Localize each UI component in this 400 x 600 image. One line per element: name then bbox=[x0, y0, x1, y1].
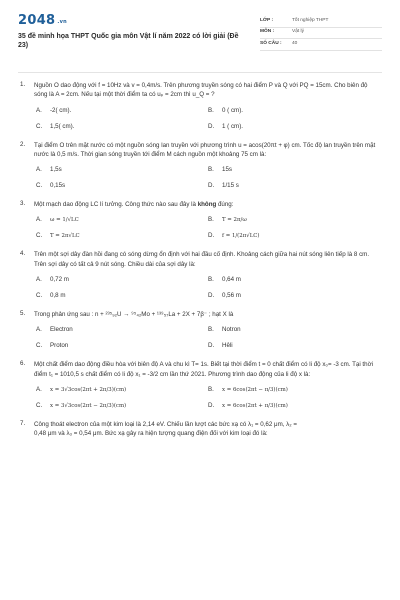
question-5 bbox=[18, 310, 382, 351]
option-c[interactable] bbox=[36, 182, 208, 191]
option-value: x = 3√3cos(2πt + 2π/3)(cm) bbox=[50, 386, 127, 393]
question-text-post: đúng: bbox=[216, 201, 234, 209]
meta-key: LỚP : bbox=[260, 17, 274, 23]
option-key: D. bbox=[208, 232, 215, 240]
answer-options bbox=[36, 216, 382, 241]
brand-block bbox=[18, 14, 248, 51]
option-key: D. bbox=[208, 401, 215, 409]
option-value: T = 2π/ω bbox=[222, 217, 247, 224]
option-key: B. bbox=[208, 106, 214, 114]
header-divider bbox=[18, 72, 382, 73]
answer-options bbox=[36, 386, 382, 411]
option-a[interactable] bbox=[36, 386, 208, 395]
option-b[interactable] bbox=[208, 107, 380, 116]
question-number: 6. bbox=[20, 360, 26, 368]
meta-row-subject bbox=[260, 28, 382, 40]
question-text: Trong phản ứng sau : n + ²³⁵₉₂U → ⁹⁵₄₂Mo + ¹³⁹₅₇La + 2X + 7β⁻ ; hạt X là bbox=[34, 310, 234, 318]
option-b[interactable] bbox=[208, 166, 380, 175]
answer-options bbox=[36, 107, 382, 132]
option-a[interactable] bbox=[36, 216, 208, 225]
option-key: C. bbox=[36, 232, 43, 240]
question-text: Một chất điểm dao động điều hòa với biên độ A và chu kì T= 1s. Biết tại thời điểm t = 0 chất điểm có li độ x₀= -3 cm. Tại thời điểm t₁ = 1010,5 s chất điểm có li độ x₁ = -3/2 cm lần thứ 2021. Phương trình dao động của li độ x là: bbox=[34, 361, 374, 378]
option-key: D. bbox=[208, 342, 215, 350]
option-key: C. bbox=[36, 182, 43, 190]
question-number: 3. bbox=[20, 200, 26, 208]
option-d[interactable] bbox=[208, 342, 380, 351]
option-c[interactable] bbox=[36, 402, 208, 411]
answer-options bbox=[36, 166, 382, 191]
meta-key: MÔN : bbox=[260, 29, 275, 35]
logo-suffix: .vn bbox=[57, 19, 68, 25]
meta-row-question-count bbox=[260, 39, 382, 51]
answer-options bbox=[36, 276, 382, 301]
question-text: Trên một sợi dây đàn hồi đang có sóng dừng ổn định với hai đầu cố định. Khoảng cách giữa hai nút sóng liên tiếp là 8 cm. Trên sợi dây có tất cả 9 nút sóng. Chiều dài của sợi dây là: bbox=[34, 251, 370, 268]
option-value: 1,5s bbox=[50, 166, 62, 174]
meta-key: SỐ CÂU : bbox=[260, 40, 282, 46]
meta-value: 40 bbox=[292, 40, 298, 46]
option-value: -2( cm). bbox=[50, 106, 72, 114]
option-key: C. bbox=[36, 291, 43, 299]
option-key: C. bbox=[36, 401, 43, 409]
question-number: 7. bbox=[20, 419, 26, 427]
option-b[interactable] bbox=[208, 326, 380, 335]
option-key: C. bbox=[36, 122, 43, 130]
option-key: A. bbox=[36, 275, 42, 283]
option-value: x = 6cos(2πt − π/3)(cm) bbox=[222, 386, 288, 393]
meta-value: Tốt nghiệp THPT bbox=[292, 17, 329, 23]
option-b[interactable] bbox=[208, 216, 380, 225]
option-value: 1/15 s bbox=[222, 182, 239, 190]
meta-value: Vật lý bbox=[292, 29, 304, 35]
option-a[interactable] bbox=[36, 276, 208, 285]
question-3 bbox=[18, 200, 382, 241]
meta-table bbox=[260, 16, 382, 51]
question-text-line-2: 0,48 μm và λ₃ = 0,54 μm. Bức xạ gây ra hiện tượng quang điện đối với kim loại đó là: bbox=[34, 430, 268, 438]
option-value: x = 3√3cos(2πt − 2π/3)(cm) bbox=[50, 402, 127, 409]
question-text-emphasis: không bbox=[197, 201, 217, 209]
option-d[interactable] bbox=[208, 123, 380, 132]
option-value: ω = 1/√LC bbox=[50, 217, 79, 224]
question-1 bbox=[18, 81, 382, 132]
option-value: Proton bbox=[50, 342, 69, 350]
option-d[interactable] bbox=[208, 182, 380, 191]
option-c[interactable] bbox=[36, 232, 208, 241]
option-value: 0,8 m bbox=[50, 291, 66, 299]
option-key: B. bbox=[208, 216, 214, 224]
option-key: C. bbox=[36, 342, 43, 350]
option-key: D. bbox=[208, 291, 215, 299]
option-d[interactable] bbox=[208, 402, 380, 411]
question-number: 1. bbox=[20, 81, 26, 88]
option-c[interactable] bbox=[36, 342, 208, 351]
question-4 bbox=[18, 250, 382, 301]
answer-options bbox=[36, 326, 382, 351]
option-value: x = 6cos(2πt + π/3)(cm) bbox=[222, 402, 288, 409]
option-key: A. bbox=[36, 106, 42, 114]
question-number: 2. bbox=[20, 140, 26, 148]
option-value: Hêli bbox=[222, 342, 233, 350]
option-key: D. bbox=[208, 122, 215, 130]
question-text-pre: Một mạch dao động LC lí tưởng. Công thức nào sau đây là bbox=[34, 201, 198, 209]
option-d[interactable] bbox=[208, 292, 380, 301]
option-b[interactable] bbox=[208, 276, 380, 285]
question-2 bbox=[18, 141, 382, 192]
option-value: 1 ( cm). bbox=[222, 122, 243, 130]
question-6 bbox=[18, 360, 382, 411]
option-d[interactable] bbox=[208, 232, 380, 241]
question-text-line-1: Công thoát electron của một kim loại là 2,14 eV. Chiếu lần lượt các bức xạ có λ₁ = 0,62 μm, λ₂ = bbox=[34, 420, 297, 428]
site-logo[interactable] bbox=[18, 14, 248, 27]
option-key: B. bbox=[208, 385, 214, 393]
option-c[interactable] bbox=[36, 292, 208, 301]
question-number: 4. bbox=[20, 250, 26, 258]
option-key: A. bbox=[36, 166, 42, 174]
option-b[interactable] bbox=[208, 386, 380, 395]
option-value: 0,72 m bbox=[50, 275, 69, 283]
option-key: A. bbox=[36, 326, 42, 334]
option-value: 0 ( cm). bbox=[222, 106, 243, 114]
question-text bbox=[34, 200, 382, 209]
option-key: B. bbox=[208, 326, 214, 334]
question-text: Nguồn O dao động với f = 10Hz và v = 0,4m/s. Trên phương truyền sóng có hai điểm P và Q với PQ = 15cm. Cho biên độ sóng là A = 2cm. Nếu tại một thời điểm ta có uₚ = 2cm thì u_Q = ? bbox=[34, 82, 368, 99]
question-7 bbox=[18, 420, 382, 437]
option-value: 1,5( cm). bbox=[50, 122, 75, 130]
option-a[interactable] bbox=[36, 166, 208, 175]
option-value: 0,64 m bbox=[222, 275, 241, 283]
option-a[interactable] bbox=[36, 326, 208, 335]
option-key: B. bbox=[208, 275, 214, 283]
option-value: 0,56 m bbox=[222, 291, 241, 299]
question-text: Tại điểm O trên mặt nước có một nguồn sóng lan truyền với phương trình u = acos(20πt + φ) cm. Tốc độ lan truyền trên mặt nước là 0,5 m/s. Thời gian sóng truyền tới điểm M cách nguồn một khoảng 75 cm là: bbox=[34, 141, 376, 158]
option-value: f = 1/(2π√LC) bbox=[222, 233, 260, 240]
option-value: 15s bbox=[222, 166, 232, 174]
option-value: T = 2π√LC bbox=[50, 233, 80, 240]
question-number: 5. bbox=[20, 309, 26, 317]
logo-text: 2048 bbox=[18, 13, 56, 28]
option-key: A. bbox=[36, 385, 42, 393]
document-title: 35 đề minh họa THPT Quốc gia môn Vật lí năm 2022 có lời giải (Đề 23) bbox=[18, 33, 239, 50]
option-a[interactable] bbox=[36, 107, 208, 116]
option-value: Notron bbox=[222, 326, 241, 334]
document-header bbox=[18, 14, 382, 70]
option-key: A. bbox=[36, 216, 42, 224]
option-value: 0,15s bbox=[50, 182, 66, 190]
meta-row-class bbox=[260, 16, 382, 28]
option-key: D. bbox=[208, 182, 215, 190]
option-value: Electron bbox=[50, 326, 73, 334]
option-c[interactable] bbox=[36, 123, 208, 132]
option-key: B. bbox=[208, 166, 214, 174]
